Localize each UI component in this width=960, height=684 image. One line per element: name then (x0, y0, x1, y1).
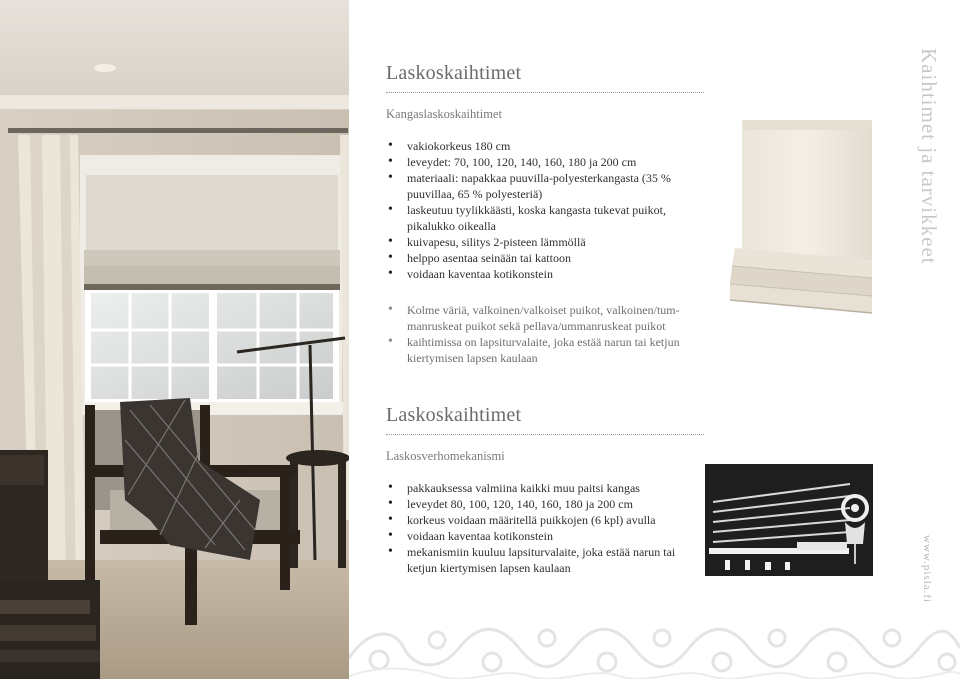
section1-subtitle: Kangaslaskoskaihtimet (386, 107, 502, 121)
list-item: • kaihtimissa on lapsiturvalaite, joka estää narun tai ketjun kiertymisen lapsen kaulaan (386, 334, 696, 366)
list-item: • helppo asentaa seinään tai kattoon (386, 250, 696, 266)
section1-feature-list (386, 138, 696, 282)
list-item: • leveydet 80, 100, 120, 140, 160, 180 ja 200 cm (386, 496, 696, 512)
list-item: • vakiokorkeus 180 cm (386, 138, 696, 154)
side-title-text: Kaihtimet ja tarvikkeet (917, 48, 941, 265)
list-item: • voidaan kaventaa kotikonstein (386, 528, 696, 544)
section2-feature-list (386, 480, 696, 576)
section1-divider (386, 92, 704, 93)
list-item: • voidaan kaventaa kotikonstein (386, 266, 696, 282)
list-item: • korkeus voidaan määritellä puikkojen (6 kpl) avulla (386, 512, 696, 528)
side-title (916, 48, 942, 288)
list-item: • kuivapesu, silitys 2-pisteen lämmöllä (386, 234, 696, 250)
section1-title: Laskoskaihtimet (386, 62, 522, 84)
list-item: • laskeutuu tyylikkäästi, koska kangasta tukevat puikot, pikalukko oikealla (386, 202, 696, 234)
section2-title: Laskoskaihtimet (386, 404, 522, 426)
list-item: • materiaali: napakkaa puuvilla-polyesterkangasta (35 % puuvillaa, 65 % polyesteriä) (386, 170, 696, 202)
website-link[interactable] (921, 535, 933, 608)
section1-notes-list (386, 302, 696, 366)
section2-divider (386, 434, 704, 435)
room-photo (0, 0, 349, 679)
list-item: • mekanismiin kuuluu lapsiturvalaite, joka estää narun tai ketjun kiertymisen lapsen kaulaan (386, 544, 696, 576)
section2-subtitle: Laskosverhomekanismi (386, 449, 505, 463)
website-url-text: www.pisla.fi (921, 535, 933, 604)
list-item: • Kolme väriä, valkoinen/valkoiset puikot, valkoinen/tum-manruskeat puikot sekä pellava/ummanruskeat puikot (386, 302, 696, 334)
mechanism-image (705, 464, 873, 576)
list-item: • leveydet: 70, 100, 120, 140, 160, 180 ja 200 cm (386, 154, 696, 170)
content-panel (349, 0, 960, 679)
roman-shade-image (730, 120, 874, 315)
decorative-swirl-border (349, 618, 960, 679)
list-item: • pakkauksessa valmiina kaikki muu paitsi kangas (386, 480, 696, 496)
